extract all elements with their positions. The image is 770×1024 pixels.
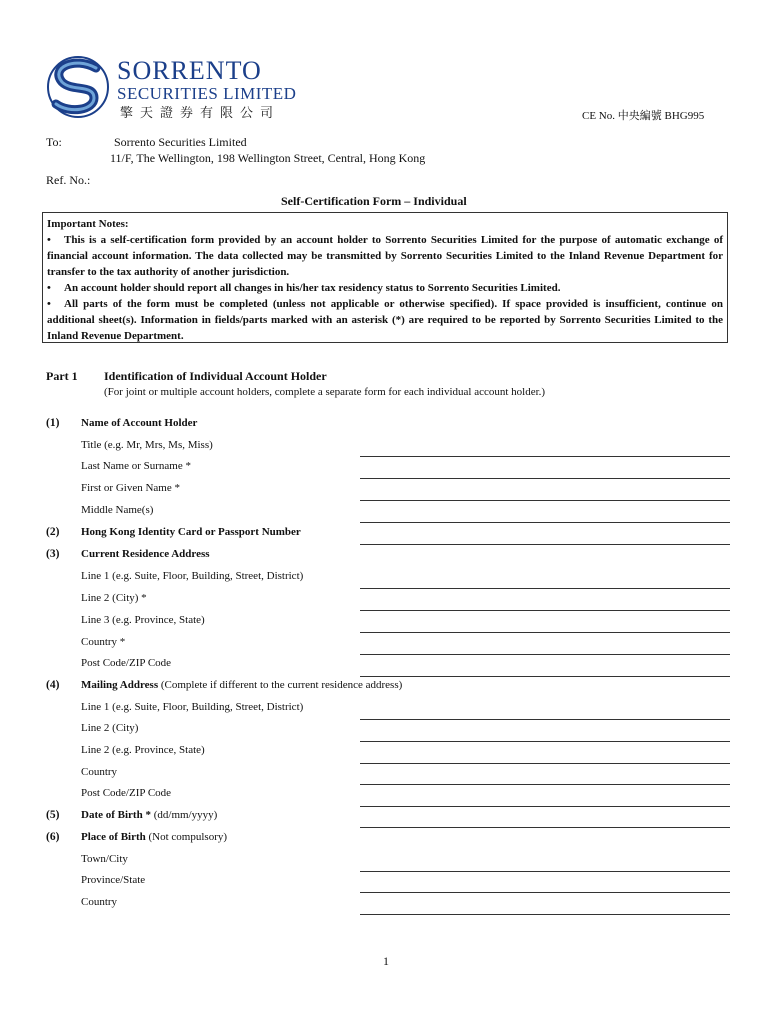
mail-line1-input-line[interactable] xyxy=(360,719,730,720)
field-label-mail-line1: Line 1 (e.g. Suite, Floor, Building, Street, District) xyxy=(81,701,304,713)
field-label-last-name: Last Name or Surname * xyxy=(81,460,191,472)
section-number: (5) xyxy=(46,809,60,821)
bullet-icon: • xyxy=(47,234,51,246)
section-number: (3) xyxy=(46,548,60,560)
field-label-town-city: Town/City xyxy=(81,853,128,865)
field-label-birth-country: Country xyxy=(81,896,118,908)
bullet-icon: • xyxy=(47,282,51,294)
field-label-province-state: Province/State xyxy=(81,874,146,886)
field-label-res-country: Country * xyxy=(81,636,126,648)
field-label-middle-name: Middle Name(s) xyxy=(81,504,154,516)
field-label-title: Title (e.g. Mr, Mrs, Ms, Miss) xyxy=(81,439,213,451)
section-title-id-number: Hong Kong Identity Card or Passport Number xyxy=(81,526,301,538)
field-label-mail-line3: Line 2 (e.g. Province, State) xyxy=(81,744,205,756)
to-label: To: xyxy=(46,135,62,149)
mail-line2-input-line[interactable] xyxy=(360,741,730,742)
note-item: • All parts of the form must be completed (unless not applicable or otherwise specified). If space provided is insufficient, continue on additional sheet(s). Information in fields/parts marked with an asterisk (*) are required to be reported by Sorrento Securities Limited to the Inland Revenue Department. xyxy=(47,298,723,342)
section-number: (4) xyxy=(46,679,60,691)
part1-label: Part 1 xyxy=(46,369,78,383)
recipient-address: 11/F, The Wellington, 198 Wellington Street, Central, Hong Kong xyxy=(110,151,426,165)
section-number: (1) xyxy=(46,417,60,429)
section-number: (2) xyxy=(46,526,60,538)
sorrento-s-logo-icon xyxy=(44,54,112,120)
section-title-name: Name of Account Holder xyxy=(81,417,198,429)
res-country-input-line[interactable] xyxy=(360,654,730,655)
field-label-mail-country: Country xyxy=(81,766,118,778)
company-logo xyxy=(44,54,304,124)
mail-country-input-line[interactable] xyxy=(360,784,730,785)
birth-country-input-line[interactable] xyxy=(360,914,730,915)
res-line3-input-line[interactable] xyxy=(360,632,730,633)
field-label-res-line1: Line 1 (e.g. Suite, Floor, Building, Street, District) xyxy=(81,570,304,582)
bullet-icon: • xyxy=(47,298,51,310)
brand-subtitle: SECURITIES LIMITED xyxy=(117,84,297,103)
section-title-residence-address: Current Residence Address xyxy=(81,548,210,560)
form-title: Self-Certification Form – Individual xyxy=(281,194,467,208)
page-number: 1 xyxy=(383,954,389,968)
first-name-input-line[interactable] xyxy=(360,500,730,501)
field-label-res-postcode: Post Code/ZIP Code xyxy=(81,657,172,669)
brand-name: SORRENTO xyxy=(117,56,262,85)
brand-chinese-name: 擎天證券有限公司 xyxy=(120,106,281,121)
part1-subtitle: (For joint or multiple account holders, complete a separate form for each individual account holder.) xyxy=(104,386,546,398)
mail-line3-input-line[interactable] xyxy=(360,763,730,764)
date-of-birth-input-line[interactable] xyxy=(360,827,730,828)
part1-title: Identification of Individual Account Holder xyxy=(104,369,327,383)
section-number: (6) xyxy=(46,831,60,843)
field-label-mail-postcode: Post Code/ZIP Code xyxy=(81,787,172,799)
field-label-res-line3: Line 3 (e.g. Province, State) xyxy=(81,614,205,626)
town-city-input-line[interactable] xyxy=(360,871,730,872)
middle-name-input-line[interactable] xyxy=(360,522,730,523)
field-label-first-name: First or Given Name * xyxy=(81,482,180,494)
section-title-place-of-birth: Place of Birth (Not compulsory) xyxy=(81,831,228,843)
notes-heading: Important Notes: xyxy=(47,218,129,230)
res-postcode-input-line[interactable] xyxy=(360,676,730,677)
mail-postcode-input-line[interactable] xyxy=(360,806,730,807)
province-state-input-line[interactable] xyxy=(360,892,730,893)
last-name-input-line[interactable] xyxy=(360,478,730,479)
important-notes-box xyxy=(42,212,728,343)
field-label-res-line2: Line 2 (City) * xyxy=(81,592,147,604)
note-item: • This is a self-certification form provided by an account holder to Sorrento Securities Limited for the purpose of automatic exchange of financial account information. The data collected may be transmitted by Sorrento Securities Limited to the Inland Revenue Department for transfer to the tax authority of another jurisdiction. xyxy=(47,234,723,278)
id-number-input-line[interactable] xyxy=(360,544,730,545)
recipient-name: Sorrento Securities Limited xyxy=(114,135,247,149)
title-input-line[interactable] xyxy=(360,456,730,457)
res-line2-input-line[interactable] xyxy=(360,610,730,611)
field-label-mail-line2: Line 2 (City) xyxy=(81,722,139,734)
ref-no-label: Ref. No.: xyxy=(46,173,91,187)
section-title-date-of-birth: Date of Birth * (dd/mm/yyyy) xyxy=(81,809,218,821)
section-title-mailing-address: Mailing Address (Complete if different to the current residence address) xyxy=(81,679,403,691)
ce-number: CE No. 中央編號 BHG995 xyxy=(582,110,705,122)
note-item: • An account holder should report all changes in his/her tax residency status to Sorrento Securities Limited. xyxy=(47,282,561,294)
res-line1-input-line[interactable] xyxy=(360,588,730,589)
